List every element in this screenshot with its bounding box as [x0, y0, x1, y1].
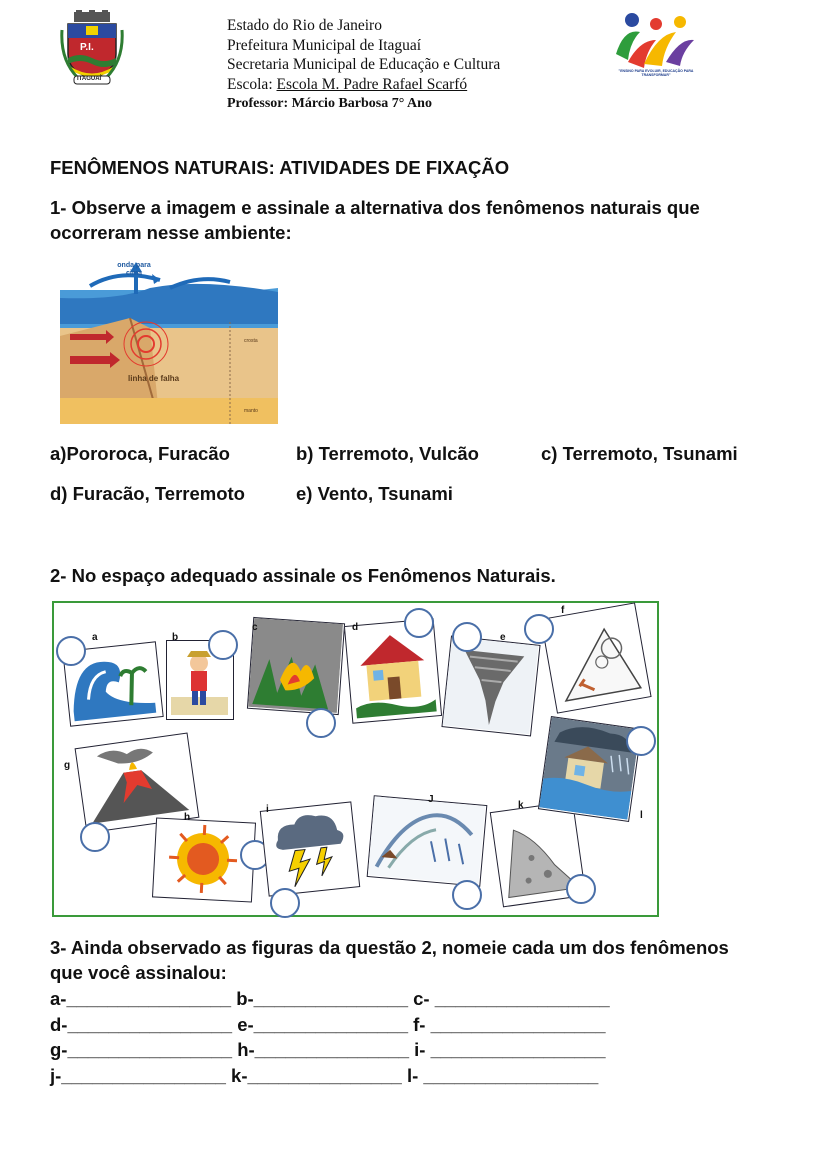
letter-a: a	[92, 632, 98, 643]
letter-l: l	[640, 810, 643, 821]
letter-i: i	[266, 804, 269, 815]
answer-row-4[interactable]: j-________________ k-_______________ l- _________________	[50, 1064, 599, 1086]
header-state: Estado do Rio de Janeiro	[227, 17, 382, 34]
header-school	[227, 75, 500, 95]
answer-row-3[interactable]: g-________________ h-_______________ i- _________________	[50, 1039, 606, 1060]
circle-g[interactable]	[80, 822, 110, 852]
question-1-line-1: 1- Observe a imagem e assinale a alternativa dos fenômenos naturais que	[50, 197, 700, 218]
header-prefecture: Prefeitura Municipal de Itaguaí	[227, 36, 422, 54]
letter-f: f	[561, 605, 565, 616]
card-c-forest-fire	[247, 617, 345, 715]
letter-j: J	[428, 794, 434, 805]
header-professor: Professor: Márcio Barbosa 7° Ano	[227, 96, 432, 111]
question-3-prompt	[50, 935, 729, 985]
circle-d[interactable]	[404, 608, 434, 638]
option-e[interactable]: e) Vento, Tsunami	[296, 483, 453, 504]
answer-lines	[50, 986, 610, 1088]
option-d[interactable]: d) Furacão, Terremoto	[50, 483, 245, 504]
circle-e[interactable]	[452, 622, 482, 652]
circle-a[interactable]	[56, 636, 86, 666]
circle-k[interactable]	[566, 874, 596, 904]
card-l-flood	[538, 716, 642, 822]
logo-motto: "ENSINO PARA EVOLUIR, EDUCAÇÃO PARA TRANSFORMAR"	[618, 69, 694, 77]
education-logo	[610, 10, 700, 72]
circle-l[interactable]	[626, 726, 656, 756]
school-name: Escola M. Padre Rafael Scarfó	[276, 75, 468, 93]
card-i-lightning	[260, 801, 360, 896]
letter-g: g	[64, 760, 71, 771]
answer-row-2[interactable]: d-________________ e-_______________ f- _________________	[50, 1013, 606, 1035]
answer-row-1[interactable]: a-________________ b-_______________ c- _________________	[50, 988, 610, 1009]
card-f-avalanche	[540, 602, 651, 713]
question-3-line-2: que você assinalou:	[50, 962, 227, 983]
crest-letters: P.I.	[80, 42, 94, 53]
crest-banner-text: ITAGUAÍ	[77, 76, 102, 82]
school-label: Escola:	[227, 75, 277, 93]
card-e-tornado	[441, 636, 540, 737]
letter-b: b	[172, 632, 179, 643]
option-a[interactable]: a)Pororoca, Furacão	[50, 443, 230, 464]
circle-c[interactable]	[306, 708, 336, 738]
question-1-prompt	[50, 195, 700, 245]
circle-f[interactable]	[524, 614, 554, 644]
card-j-storm-wind	[367, 795, 488, 887]
option-c[interactable]: c) Terremoto, Tsunami	[541, 443, 738, 464]
diagram-label-fault: linha de falha	[128, 374, 180, 383]
letter-h: h	[184, 812, 191, 823]
letter-c: c	[252, 622, 258, 633]
diagram-label-mantle: manto	[244, 408, 258, 414]
option-b[interactable]: b) Terremoto, Vulcão	[296, 443, 479, 464]
circle-b[interactable]	[208, 630, 238, 660]
question-2-prompt: 2- No espaço adequado assinale os Fenômenos Naturais.	[50, 565, 556, 586]
header-secretariat: Secretaria Municipal de Educação e Cultura	[227, 56, 501, 73]
diagram-label-wave: onda para cima	[117, 262, 151, 277]
school-header	[227, 16, 500, 114]
question-1-line-2: ocorreram nesse ambiente:	[50, 222, 292, 243]
letter-k: k	[518, 800, 524, 811]
page-title: FENÔMENOS NATURAIS: ATIVIDADES DE FIXAÇÃO	[50, 157, 510, 178]
circle-i[interactable]	[270, 888, 300, 918]
question-3-line-1: 3- Ainda observado as figuras da questão 2, nomeie cada um dos fenômenos	[50, 937, 729, 958]
circle-j[interactable]	[452, 880, 482, 910]
diagram-label-crust: crosta	[244, 338, 258, 344]
letter-e: e	[500, 632, 506, 643]
letter-d: d	[352, 622, 359, 633]
